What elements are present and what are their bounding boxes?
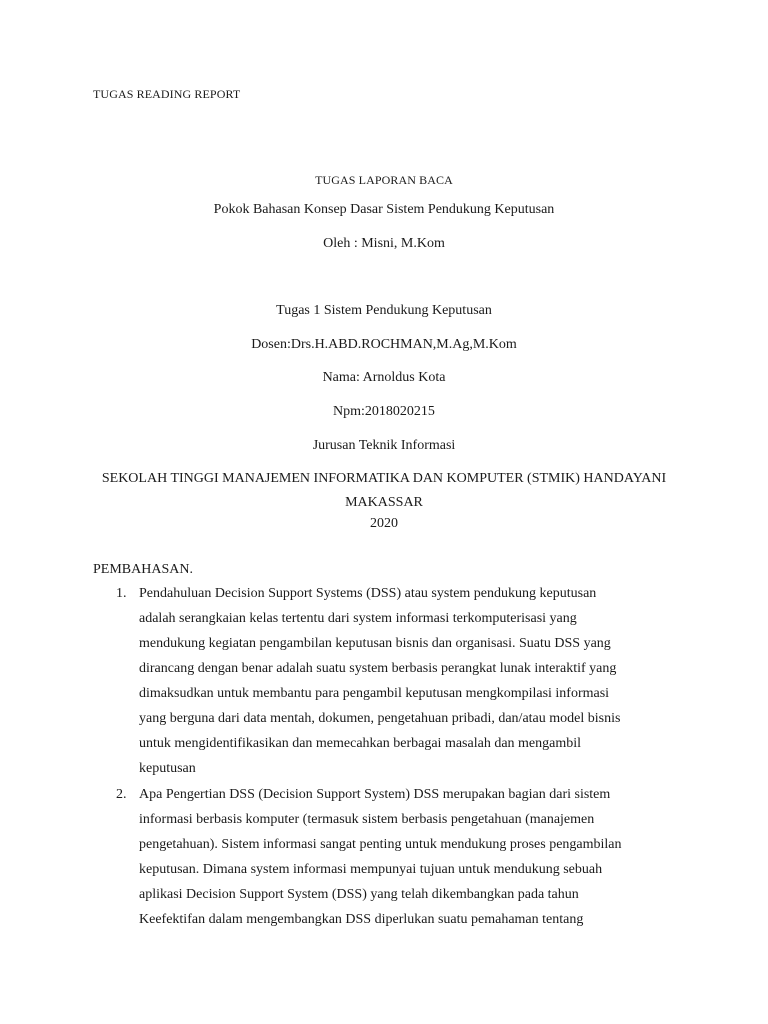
- list-item-line: aplikasi Decision Support System (DSS) yang telah dikembangkan pada tahun: [139, 887, 579, 902]
- list-item-line: Pendahuluan Decision Support Systems (DSS) atau system pendukung keputusan: [139, 586, 597, 601]
- list-item-line: adalah serangkaian kelas tertentu dari system informasi terkomputerisasi yang: [139, 611, 577, 626]
- assignment-line: Tugas 1 Sistem Pendukung Keputusan: [276, 303, 492, 318]
- year-line: 2020: [370, 516, 398, 531]
- city-line: MAKASSAR: [345, 495, 423, 510]
- department-line: Jurusan Teknik Informasi: [312, 438, 456, 453]
- list-item-line: informasi berbasis komputer (termasuk sistem berbasis pengetahuan (manajemen: [139, 812, 595, 827]
- list-item-number: 2.: [116, 787, 127, 802]
- list-item-line: dirancang dengan benar adalah suatu system berbasis perangkat lunak interaktif yang: [139, 661, 617, 676]
- list-item-line: yang berguna dari data mentah, dokumen, pengetahuan pribadi, dan/atau model bisnis: [139, 711, 621, 726]
- lecturer-line: Dosen:Drs.H.ABD.ROCHMAN,M.Ag,M.Kom: [251, 337, 517, 352]
- student-name-line: Nama: Arnoldus Kota: [322, 370, 446, 385]
- topic-line: Pokok Bahasan Konsep Dasar Sistem Pendukung Keputusan: [213, 202, 555, 217]
- list-item-line: Apa Pengertian DSS (Decision Support System) DSS merupakan bagian dari sistem: [139, 787, 611, 802]
- section-heading: PEMBAHASAN.: [93, 562, 193, 577]
- list-item-line: dimaksudkan untuk membantu para pengambil keputusan mengkompilasi informasi: [139, 686, 610, 701]
- list-item-line: pengetahuan). Sistem informasi sangat penting untuk mendukung proses pengambilan: [139, 837, 622, 852]
- header-label: TUGAS READING REPORT: [93, 87, 241, 101]
- list-item-line: keputusan: [139, 761, 196, 776]
- cover-title: TUGAS LAPORAN BACA: [315, 173, 453, 187]
- list-item-number: 1.: [116, 586, 127, 601]
- list-item-line: mendukung kegiatan pengambilan keputusan bisnis dan organisasi. Suatu DSS yang: [139, 636, 611, 651]
- list-item-line: keputusan. Dimana system informasi mempunyai tujuan untuk mendukung sebuah: [139, 862, 603, 877]
- npm-line: Npm:2018020215: [333, 404, 435, 419]
- list-item-line: Keefektifan dalam mengembangkan DSS diperlukan suatu pemahaman tentang: [139, 912, 584, 927]
- institution-line: SEKOLAH TINGGI MANAJEMEN INFORMATIKA DAN KOMPUTER (STMIK) HANDAYANI: [101, 471, 667, 486]
- author-line: Oleh : Misni, M.Kom: [323, 236, 445, 251]
- list-item-line: untuk mengidentifikasikan dan memecahkan berbagai masalah dan mengambil: [139, 736, 582, 751]
